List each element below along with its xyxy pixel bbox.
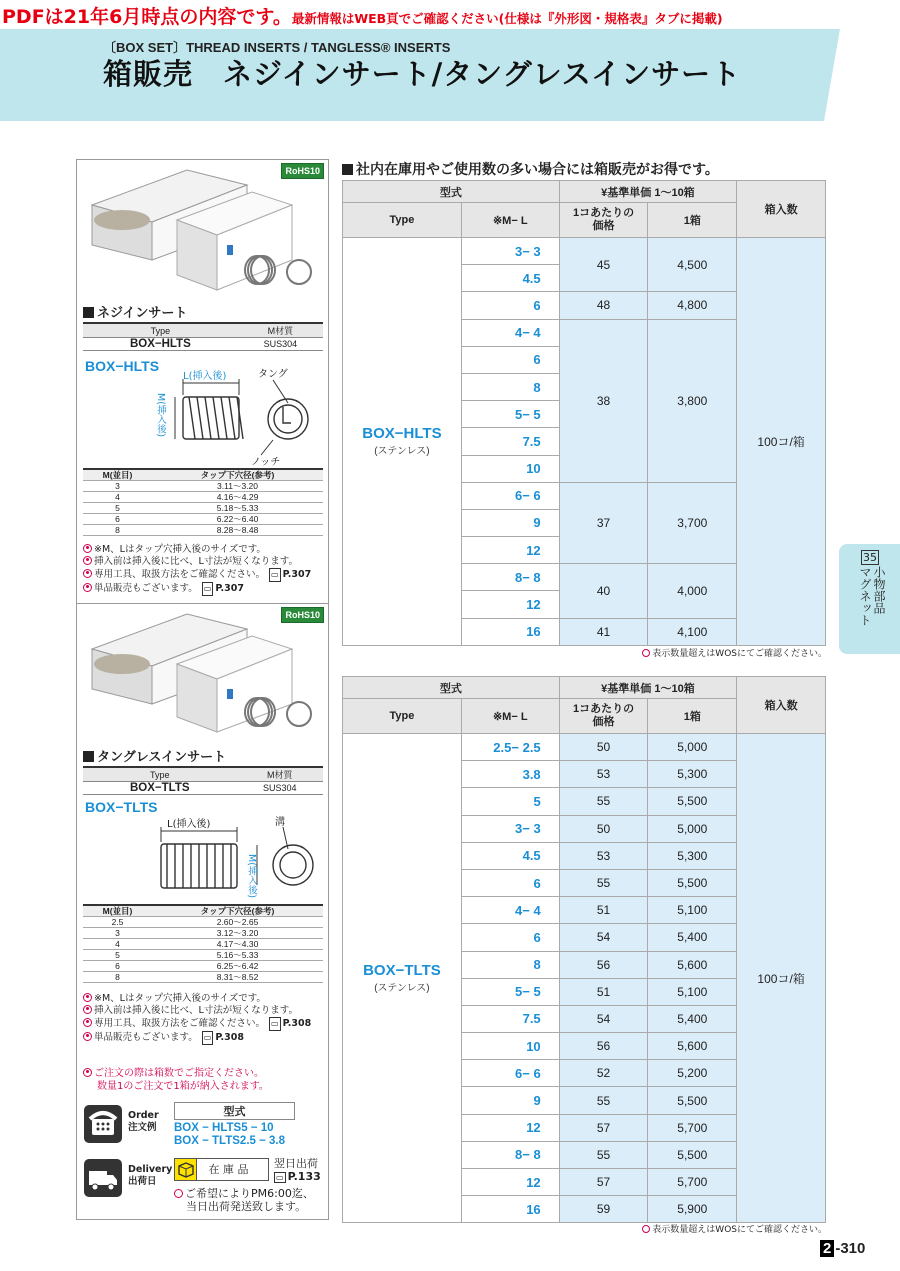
stock-badge: [174, 1158, 269, 1181]
page-title: [103, 52, 741, 93]
size-cell: [461, 373, 559, 400]
size-cell: 8− 8: [461, 564, 559, 591]
hlts-price-table: [342, 180, 826, 646]
rohs-badge: RoHS10: [281, 607, 324, 623]
table-row: 5 5.18〜5.33: [83, 503, 323, 514]
m8b-unit-price: 41: [559, 618, 648, 645]
size-cell: 8− 8: [461, 1141, 559, 1168]
stock-label: 在 庫 品: [208, 1163, 249, 1176]
tlts-label-l: L(挿入後): [167, 819, 211, 830]
tlts-table-name: BOX−TLTS: [363, 962, 441, 980]
size-l: 6: [533, 875, 541, 891]
hlts-label-m: M(挿入後): [155, 393, 166, 438]
size-l: 4: [533, 325, 541, 341]
tap-header-m: M(並目): [83, 905, 152, 917]
size-cell: [461, 924, 559, 951]
size-l: 10: [526, 1038, 541, 1054]
unit-price: 52: [559, 1060, 648, 1087]
col-model: 型式: [343, 677, 560, 699]
hlts-table-name: BOX−HLTS: [362, 425, 442, 443]
hlts-product-photo: [77, 160, 328, 293]
hlts-table-sub: (ステンレス): [374, 446, 430, 458]
tlts-tap-table: [83, 904, 323, 983]
same-day-note: ご希望によりPM6:00迄、 当日出荷発送致します。: [174, 1187, 314, 1213]
table-row: 3 3.12〜3.20: [83, 928, 323, 939]
size-cell: [461, 761, 559, 788]
info-icon: [83, 569, 92, 578]
box-price: 5,600: [648, 1033, 737, 1060]
size-cell: [461, 455, 559, 482]
size-l: 8: [533, 569, 541, 585]
size-m: 8: [514, 569, 523, 585]
m8b-box-price: 4,100: [648, 618, 737, 645]
tlts-footnote: 表示数量超えはWOSにてご確認ください。: [642, 1222, 827, 1235]
tlts-label-m: M(挿入後): [246, 854, 257, 899]
tlts-label-groove: 溝: [275, 817, 285, 828]
hlts-section-title: ネジインサート: [83, 302, 187, 321]
order-example-1: BOX − HLTS5 − 10: [174, 1122, 274, 1134]
title-box-sale: 箱販売: [103, 57, 194, 91]
ref-link[interactable]: ▭ P.307: [271, 569, 312, 580]
size-cell: [461, 537, 559, 564]
tlts-product-name: BOX−TLTS: [85, 799, 158, 815]
size-cell: [461, 292, 559, 319]
hlts-tap-table: [83, 468, 323, 536]
spec-type-value: BOX−TLTS: [83, 782, 237, 795]
order-example-lines: [174, 1122, 285, 1148]
col-qty: 箱入数: [737, 181, 826, 238]
info-icon: [83, 556, 92, 565]
table-row: [343, 238, 826, 265]
col-model: 型式: [343, 181, 560, 203]
size-l: 3: [533, 821, 541, 837]
size-l: 9: [533, 515, 541, 531]
unit-price: 53: [559, 842, 648, 869]
size-l: 5: [533, 793, 541, 809]
rohs-badge: RoHS10: [281, 163, 324, 179]
book-icon: ▭: [269, 568, 281, 582]
table-row: 4 4.16〜4.29: [83, 492, 323, 503]
size-l: 6: [533, 488, 541, 504]
tlts-notes: ※M、Lはタップ穴挿入後のサイズです。 挿入前は挿入後に比べ、L寸法が短くなります。 専用工具、取扱方法をご確認ください。 ▭ P.308 単品販売もございます。 ▭ P.308: [83, 993, 311, 1045]
size-l: 7.5: [522, 433, 541, 449]
tlts-qty-cell: 100コ/箱: [737, 734, 826, 1223]
size-cell: [461, 1114, 559, 1141]
box-price: 5,700: [648, 1169, 737, 1196]
info-icon: [174, 1189, 183, 1198]
box-price: 5,200: [648, 1060, 737, 1087]
size-cell: [461, 591, 559, 618]
info-icon: [642, 1225, 650, 1233]
size-m: 3: [514, 821, 523, 837]
col-price-group: ¥基準単価 1〜10箱: [559, 181, 737, 203]
hlts-info-panel: [76, 159, 329, 604]
size-m: 2.5: [493, 739, 512, 755]
size-cell: 4− 4: [461, 319, 559, 346]
chapter-label-1: 小物部品: [872, 566, 886, 614]
box-price: 5,400: [648, 924, 737, 951]
hlts-qty-cell: 100コ/箱: [737, 238, 826, 646]
table-row: 8 8.31〜8.52: [83, 972, 323, 983]
unit-price: 51: [559, 978, 648, 1005]
size-cell: 3− 3: [461, 815, 559, 842]
size-cell: 6− 6: [461, 1060, 559, 1087]
size-l: 16: [526, 1201, 541, 1217]
book-icon: ▭: [269, 1017, 281, 1031]
truck-icon: [84, 1159, 122, 1197]
size-l: 4: [533, 902, 541, 918]
hlts-footnote: 表示数量超えはWOSにてご確認ください。: [642, 646, 827, 659]
tlts-spec-table: [83, 766, 323, 795]
info-icon: [83, 993, 92, 1002]
tap-header-hole: タップ下穴径(参考): [152, 469, 323, 481]
size-m: 6: [514, 1065, 523, 1081]
size-l: 12: [526, 1174, 541, 1190]
spec-type-value: BOX−HLTS: [83, 338, 238, 351]
size-l: 16: [526, 624, 541, 640]
unit-price: 56: [559, 951, 648, 978]
size-cell: [461, 265, 559, 292]
box-icon: [175, 1159, 197, 1180]
col-price-group: ¥基準単価 1〜10箱: [559, 677, 737, 699]
box-price: 5,400: [648, 1005, 737, 1032]
unit-price: 59: [559, 1196, 648, 1223]
col-unit-price: 1コあたりの 価格: [559, 699, 648, 734]
m45-box-price: 3,800: [648, 319, 737, 482]
size-cell: 5− 5: [461, 978, 559, 1005]
size-l: 9: [533, 1093, 541, 1109]
size-l: 3.8: [522, 766, 541, 782]
size-l: 7.5: [522, 1011, 541, 1027]
col-ml: ※M− L: [461, 699, 559, 734]
size-m: 6: [514, 488, 523, 504]
col-box: 1箱: [648, 699, 737, 734]
table-row: 4 4.17〜4.30: [83, 939, 323, 950]
col-ml: ※M− L: [461, 203, 559, 238]
size-cell: [461, 618, 559, 645]
size-m: 5: [514, 984, 523, 1000]
table-row: 5 5.16〜5.33: [83, 950, 323, 961]
size-cell: [461, 869, 559, 896]
info-icon: [83, 544, 92, 553]
size-l: 10: [526, 461, 541, 477]
size-m: 3: [514, 243, 523, 259]
table-row: 6 6.22〜6.40: [83, 514, 323, 525]
unit-price: 57: [559, 1169, 648, 1196]
size-l: 2.5: [522, 739, 541, 755]
unit-price: 51: [559, 897, 648, 924]
size-cell: 2.5− 2.5: [461, 734, 559, 761]
size-cell: [461, 428, 559, 455]
col-type: Type: [343, 203, 462, 238]
m3a-box-price: 4,500: [648, 238, 737, 292]
notice-sub: 最新情報はWEB頁でご確認ください(仕様は『外形図・規格表』タブに掲載): [291, 11, 723, 26]
page-subtitle: 〔BOX SET〕THREAD INSERTS / TANGLESS® INSERTS: [103, 40, 451, 55]
hlts-type-cell: [343, 238, 462, 646]
size-l: 4.5: [522, 848, 541, 864]
size-cell: [461, 788, 559, 815]
unit-price: 54: [559, 924, 648, 951]
box-price: 5,000: [648, 815, 737, 842]
size-m: 8: [514, 1147, 523, 1163]
pdf-date-notice: [2, 2, 898, 28]
box-price: 5,300: [648, 842, 737, 869]
size-l: 12: [526, 542, 541, 558]
unit-price: 55: [559, 1087, 648, 1114]
size-cell: [461, 509, 559, 536]
info-icon: [83, 1068, 92, 1077]
size-l: 4.5: [522, 270, 541, 286]
size-cell: [461, 842, 559, 869]
spec-material-header: M材質: [238, 323, 323, 338]
tlts-price-table: [342, 676, 826, 1223]
col-box: 1箱: [648, 203, 737, 238]
size-l: 8: [533, 957, 541, 973]
info-icon: [642, 649, 650, 657]
table-row: 3 3.11〜3.20: [83, 481, 323, 492]
size-m: 4: [514, 902, 523, 918]
order-example-2: BOX − TLTS2.5 − 3.8: [174, 1135, 285, 1147]
unit-price: 57: [559, 1114, 648, 1141]
size-cell: 4− 4: [461, 897, 559, 924]
m3b-box-price: 4,800: [648, 292, 737, 319]
box-price: 5,500: [648, 1141, 737, 1168]
m45-unit-price: 38: [559, 319, 648, 482]
size-l: 6: [533, 297, 541, 313]
size-l: 6: [533, 352, 541, 368]
spec-material-header: M材質: [237, 767, 323, 782]
book-icon: ▭: [276, 1173, 284, 1182]
spec-material-value: SUS304: [238, 338, 323, 351]
spec-type-header: Type: [83, 767, 237, 782]
size-l: 5: [533, 984, 541, 1000]
box-price: 5,300: [648, 761, 737, 788]
phone-icon: [84, 1105, 122, 1143]
table-row: 8 8.28〜8.48: [83, 525, 323, 536]
unit-price: 56: [559, 1033, 648, 1060]
spec-type-header: Type: [83, 323, 238, 338]
hlts-label-tang: タング: [258, 369, 288, 380]
hlts-notes: ※M、Lはタップ穴挿入後のサイズです。 挿入前は挿入後に比べ、L寸法が短くなります。 専用工具、取扱方法をご確認ください。 ▭ P.307 単品販売もございます。 ▭ P.307: [83, 544, 311, 596]
book-icon: ▭: [202, 582, 214, 596]
size-l: 6: [533, 929, 541, 945]
size-l: 6: [533, 1065, 541, 1081]
tlts-product-photo: [77, 604, 328, 734]
size-l: 3: [533, 243, 541, 259]
size-m: 4: [514, 325, 523, 341]
page-number: 2 -310: [820, 1240, 865, 1257]
unit-price: 50: [559, 815, 648, 842]
tlts-type-cell: [343, 734, 462, 1223]
unit-price: 54: [559, 1005, 648, 1032]
size-cell: [461, 1033, 559, 1060]
tap-header-m: M(並目): [83, 469, 152, 481]
box-price: 5,000: [648, 734, 737, 761]
chapter-label-2: マグネット: [858, 566, 872, 626]
info-icon: [83, 1005, 92, 1014]
box-price: 5,500: [648, 1087, 737, 1114]
tap-header-hole: タップ下穴径(参考): [152, 905, 323, 917]
size-l: 8: [533, 379, 541, 395]
box-price: 5,700: [648, 1114, 737, 1141]
col-type: Type: [343, 699, 462, 734]
ref-link[interactable]: ▭ P.308: [271, 1018, 312, 1029]
size-cell: [461, 1196, 559, 1223]
unit-price: 55: [559, 869, 648, 896]
ref-link[interactable]: ▭ P.307: [203, 583, 244, 594]
tlts-table-sub: (ステンレス): [374, 983, 430, 995]
box-price: 5,900: [648, 1196, 737, 1223]
col-unit-price: 1コあたりの 価格: [559, 203, 648, 238]
size-cell: [461, 346, 559, 373]
size-l: 12: [526, 1120, 541, 1136]
size-cell: [461, 951, 559, 978]
size-cell: [461, 1169, 559, 1196]
hlts-product-name: BOX−HLTS: [85, 358, 160, 374]
tlts-drawing: [83, 809, 323, 904]
size-cell: 3− 3: [461, 238, 559, 265]
size-m: 5: [514, 406, 523, 422]
unit-price: 55: [559, 1141, 648, 1168]
m6-box-price: 3,700: [648, 482, 737, 564]
tlts-section-title: タングレスインサート: [83, 746, 226, 765]
size-cell: [461, 1005, 559, 1032]
m6-unit-price: 37: [559, 482, 648, 564]
chapter-number: 35: [863, 551, 877, 564]
title-product: ネジインサート/タングレスインサート: [223, 57, 742, 91]
next-day-shipping: 翌日出荷 ▭ P.133: [274, 1157, 321, 1183]
hlts-spec-table: [83, 322, 323, 351]
size-l: 12: [526, 597, 541, 613]
chapter-side-tab[interactable]: [839, 544, 900, 654]
table-row: [343, 734, 826, 761]
unit-price: 53: [559, 761, 648, 788]
ref-link[interactable]: ▭ P.133: [276, 1170, 321, 1183]
box-price: 5,100: [648, 897, 737, 924]
info-icon: [83, 1018, 92, 1027]
box-price: 5,500: [648, 869, 737, 896]
box-price: 5,600: [648, 951, 737, 978]
unit-price: 55: [559, 788, 648, 815]
m3a-unit-price: 45: [559, 238, 648, 292]
hlts-drawing: [83, 365, 323, 468]
hlts-label-notch: ノッチ: [251, 457, 281, 468]
ref-link[interactable]: ▭ P.308: [203, 1032, 244, 1043]
table-row: 6 6.25〜6.42: [83, 961, 323, 972]
m8a-unit-price: 40: [559, 564, 648, 618]
book-icon: ▭: [202, 1031, 214, 1045]
box-price: 5,500: [648, 788, 737, 815]
spec-material-value: SUS304: [237, 782, 323, 795]
unit-price: 50: [559, 734, 648, 761]
size-l: 5: [533, 406, 541, 422]
col-qty: 箱入数: [737, 677, 826, 734]
box-price: 5,100: [648, 978, 737, 1005]
order-note: ご注文の際は箱数でご指定ください。 数量1のご注文で1箱が納入されます。: [83, 1067, 269, 1093]
m8a-box-price: 4,000: [648, 564, 737, 618]
size-cell: 6− 6: [461, 482, 559, 509]
notice-main: PDFは21年6月時点の内容です。: [2, 6, 292, 28]
order-model-header: 型式: [174, 1102, 295, 1120]
info-icon: [83, 583, 92, 592]
order-label: Order 注文例: [128, 1110, 159, 1133]
banner-text: 社内在庫用やご使用数の多い場合には箱販売がお得です。: [342, 159, 719, 179]
info-icon: [83, 1032, 92, 1041]
size-cell: 5− 5: [461, 401, 559, 428]
size-l: 8: [533, 1147, 541, 1163]
table-row: 2.5 2.60〜2.65: [83, 917, 323, 928]
m3b-unit-price: 48: [559, 292, 648, 319]
delivery-label: Delivery 出荷日: [128, 1164, 173, 1187]
hlts-label-l: L(挿入後): [183, 371, 227, 382]
size-cell: [461, 1087, 559, 1114]
